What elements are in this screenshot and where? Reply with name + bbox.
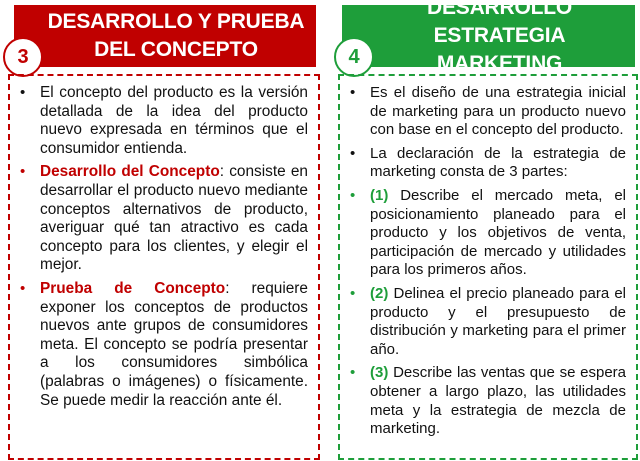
bullet-icon: • xyxy=(20,279,26,297)
concept-title-line-2: DEL CONCEPTO xyxy=(94,38,258,61)
list-item: • (3) Describe las ventas que se espera obtener a largo plazo, las utilidades meta y la estrategia de mezcla de marketing. xyxy=(350,364,626,438)
list-item: • Prueba de Concepto: requiere exponer los conceptos de productos nuevos ante grupos de consumidores meta. El concepto se podría presentar a los consumidores simbólica (palabras o imágenes) o físicamente. Se puede medir la reacción ante él. xyxy=(20,279,308,409)
bullet-icon: • xyxy=(350,284,356,302)
marketing-content-box xyxy=(338,74,638,460)
part-number: (3) xyxy=(370,364,389,382)
term-prueba: Prueba de Concepto xyxy=(40,279,226,297)
concept-title-line-1: DESARROLLO Y PRUEBA xyxy=(47,10,305,33)
list-item: • (1) Describe el mercado meta, el posicionamiento planeado para el producto y los objetivos de venta, participación de mercado y utilidades para los primeros años. xyxy=(350,186,626,279)
term-desarrollo: Desarrollo del Concepto xyxy=(40,163,220,181)
bullet-icon: • xyxy=(20,163,26,181)
bullet-icon: • xyxy=(350,84,356,101)
concept-panel-title xyxy=(14,5,316,67)
step-number-badge: 4 xyxy=(334,37,374,77)
step-number-badge: 3 xyxy=(3,37,43,77)
list-item: • Es el diseño de una estrategia inicial de marketing para un producto nuevo con base en el concepto del producto. xyxy=(350,84,626,139)
marketing-panel-title xyxy=(342,0,635,75)
concept-content-box xyxy=(8,74,320,460)
bullet-icon: • xyxy=(20,84,26,101)
marketing-title-line-2: MARKETING xyxy=(436,52,563,75)
list-item: • La declaración de la estrategia de marketing consta de 3 partes: xyxy=(350,144,626,181)
bullet-icon: • xyxy=(350,144,356,162)
bullet-icon: • xyxy=(350,364,356,382)
list-item: • El concepto del producto es la versión detallada de la idea del producto nuevo expresada en términos que el consumidor entienda. xyxy=(20,84,308,157)
list-item: • (2) Delinea el precio planeado para el producto y el presupuesto de distribución y marketing para el primer año. xyxy=(350,284,626,358)
concept-bullet-list xyxy=(18,84,308,410)
marketing-title-line-1: DESARROLLO ESTRATEGIA xyxy=(426,0,572,47)
part-number: (2) xyxy=(370,284,389,302)
list-item: • Desarrollo del Concepto: consiste en desarrollar el producto nuevo mediante conceptos alternativos de producto, averiguar qué tan atractivo es cada concepto para los clientes, y elegir el mejor. xyxy=(20,163,308,274)
marketing-bullet-list xyxy=(348,84,626,439)
bullet-icon: • xyxy=(350,186,356,204)
part-number: (1) xyxy=(370,186,389,204)
